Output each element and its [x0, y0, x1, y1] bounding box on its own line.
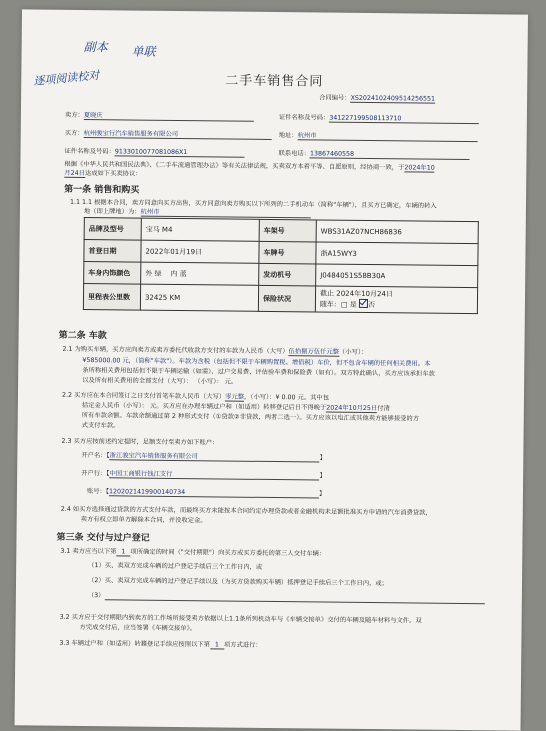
article-2-1-line4: 以及所有相关费用的全部支付（大写）： （小写）： 元。 — [82, 377, 238, 386]
article-1-1-text: 1.1 1.1 根据本合同，卖方同意向买方出售，买方同意向卖方购买以下所列的二手机动车（简称"车辆"），且买方已确定，车辆的转入 — [69, 198, 437, 210]
article-2-4-line2: 卖方有权立即单方解除本合同，并没收定金。 — [80, 515, 207, 525]
clause-2-2-deposit: 括定金人民币（小写）： 元。买方应在办理车辆过户和（如适用）转移登记后日不得晚于 — [81, 401, 327, 412]
destination-city: 杭州市 — [141, 207, 311, 219]
buyer-address-value: 杭州市 — [298, 130, 478, 142]
seller-label: 卖方： — [64, 111, 84, 120]
clause-2-2-suffix: ，（小写）：¥ 0.00 元。其中包 — [243, 393, 330, 402]
seller-id-label: 证件名称及号码： — [278, 114, 330, 122]
bank-value: 中国工商银行钱江支行 — [109, 468, 319, 480]
handwritten-note-review: 逐项阅读校对 — [32, 68, 100, 88]
buyer-row — [65, 128, 272, 140]
insurance-label: 保险状况 — [258, 285, 315, 312]
buyer-name: 杭州骏宝行汽车销售服务有限公司 — [84, 128, 272, 140]
plate-label: 车牌号 — [259, 241, 316, 264]
contract-number — [319, 92, 435, 103]
account-number-value: 1202021419900140734 — [109, 488, 319, 498]
article-2-4-line1: 2.4 如买方选择通过贷款的方式支付车款，而最终买方未能按本合同约定办理贷款或者金融机构未足额批准买方申请的汽车消费贷款， — [60, 505, 432, 517]
brand-model-label: 品牌及型号 — [84, 218, 141, 241]
bank-label: 开户行：【 — [81, 469, 110, 478]
transfer-option-number: 1 — [210, 641, 224, 649]
engine-no-label: 发动机号 — [259, 263, 316, 286]
page-title: 二手车销售合同 — [225, 73, 324, 90]
insurance-expiry: 截止 2024年10月24日 — [320, 289, 393, 299]
clause-3-1-text: 3.1 卖方应当以下第 — [60, 547, 117, 556]
article-3-heading: 第三条 交付与过户登记 — [56, 532, 150, 544]
first-registration-label: 首登日期 — [84, 240, 141, 263]
destination-label: 地（即上牌地）为： — [83, 208, 141, 216]
insurance-value — [315, 286, 477, 314]
article-2-1-line2: ¥585000.00 元，（简称"车款"）。车款为含税（包括但不限于车辆购置税、增值税）车价，但不包含车辆的任何相关费用。本 — [82, 357, 431, 368]
final-payment-date: 2024年10月25日 — [326, 404, 378, 413]
account-name-value: 浙江骏宝汽车销售服务有限公司 — [110, 450, 320, 462]
preamble-date-b: 月24日 — [64, 169, 85, 178]
exterior-color: 外 绿 — [145, 269, 162, 278]
seller-id-row — [279, 112, 479, 124]
article-3-2-line1: 3.2 买方应于交付期限内到卖方的工作场所接受卖方依据以上1.1条所列机动车与《车辆交接单》交付的车辆及随车材料与文件。双 — [59, 613, 422, 625]
price-in-words: 伍拾捌万伍仟元整 — [288, 348, 339, 356]
clause-3-3-text: 3.3 车辆过户和（如适用）转籍登记手续应按照以下第 — [59, 639, 210, 649]
buyer-id-value: 91330100770810​86X1 — [115, 148, 245, 157]
delivery-option-2: （2）买、卖双方完成车辆的过户登记手续以及（为买方贷款购买车辆）抵押登记手续后三个工作日内，或； — [87, 577, 389, 588]
clause-3-1-tail: 项所确定的时间（"交付期限"）向买方或买方委托的第三人交付车辆： — [130, 548, 326, 558]
delivery-option-1: （1）买、卖双方完成车辆的过户登记手续后三个工作日内，或 — [88, 562, 263, 571]
clause-3-3-tail: 项方式进行： — [223, 641, 262, 649]
mileage-value: 32425 KM — [140, 284, 258, 311]
preamble-date-a: 2024年10 — [404, 164, 435, 172]
clause-2-2-pay: 付清 — [377, 405, 390, 413]
vin-label: 车架号 — [259, 219, 316, 242]
with-car-label: 随车： — [319, 300, 341, 309]
contract-number-value: XS202410240951425655​1 — [350, 94, 436, 103]
clause-2-1-suffix: （小写）： — [338, 348, 368, 356]
delivery-option-number: 1 — [116, 548, 130, 556]
interior-color: 内 蓝 — [170, 269, 187, 278]
plate-value: 浙A15WY3 — [316, 242, 478, 266]
account-number-label: 账号：【 — [86, 488, 110, 496]
delivery-option-3-label: （3） — [87, 592, 105, 600]
engine-no-value: J0484051S58B30A — [316, 264, 478, 288]
buyer-phone-label: 联系电话： — [278, 150, 311, 158]
article-1-heading: 第一条 销售和购买 — [64, 184, 140, 196]
seller-id-value: 341227199508113710 — [329, 115, 479, 125]
clause-2-2-text: 2.2 买方应在本合同签订之日支付首笔车款人民币（大写） — [61, 391, 226, 401]
clause-2-1-text: 2.1 为购买车辆，买方应向卖方或卖方委托代收款方支付的车款为人民币（大写） — [62, 345, 289, 356]
first-payment-words: 零元整 — [225, 393, 245, 401]
first-registration-value: 2022年01月19日 — [141, 240, 259, 263]
preamble-text: 根据《中华人民共和国民法典》、《二手车流通管理办法》等有关法律法规，买卖双方本着平等、自愿原则，经协商一致，于 — [64, 160, 405, 172]
color-value — [141, 262, 259, 285]
account-name-label: 开户名：【 — [81, 451, 110, 460]
brand-model-value: 宝马 M4 — [141, 218, 259, 241]
preamble-tail: 达成如下买卖协议： — [84, 170, 142, 178]
article-3-1-text — [60, 546, 325, 559]
article-2-2-line4: 式支付车款。 — [81, 421, 120, 430]
vehicle-info-table — [83, 217, 479, 314]
buyer-phone-row — [278, 148, 470, 160]
table-row — [83, 284, 477, 314]
contract-page — [15, 9, 528, 730]
article-2-1-line3: 条所称相关费用包括但不限于车辆运输（如需）、过户交易费、评估验车费和保险费（如有）。双方特此确认，买方应该承担车款 — [82, 367, 435, 378]
buyer-phone-value: 13867460558 — [310, 150, 470, 160]
article-2-2-line3: 所有车款余额。车款余额通过第 2 种形式支付（①贷款②非贷款，两者二选一）。买方应该以电汇或其他卖方能够接受的方 — [81, 411, 420, 423]
buyer-address-label: 地址： — [278, 132, 298, 140]
account-name-row: 开户名：【浙江骏宝汽车销售服务有限公司 】 — [81, 451, 327, 462]
bank-row: 开户行：【中国工商银行钱江支行 】 — [81, 469, 326, 480]
seller-row — [65, 110, 254, 122]
handwritten-note-sheet: 单联 — [131, 44, 156, 59]
article-2-3-text: 2.3 买方应按前述约定提时，足额支付至卖方如下账户： — [61, 437, 219, 447]
vin-value: WBS31AZ07NCH86836 — [316, 220, 478, 244]
delivery-option-3 — [88, 590, 485, 604]
article-3-2-line2: 方完成交付后，应当签署《车辆交接单》。 — [79, 623, 197, 633]
option-no: 否 — [367, 300, 376, 310]
checkbox-icon[interactable] — [359, 299, 368, 308]
article-2-heading: 第二条 车款 — [58, 330, 107, 342]
insurance-with-car — [320, 298, 473, 311]
buyer-address-row — [279, 130, 478, 142]
handwritten-note-copy: 副本 — [83, 39, 108, 55]
option-yes: □ 是 — [340, 300, 357, 309]
buyer-label: 买方： — [64, 129, 84, 138]
buyer-id-row — [64, 146, 244, 158]
contract-number-label: 合同编号： — [319, 94, 351, 102]
account-number-row: 账号：【1202021419900140734 】 — [86, 488, 326, 498]
color-label: 车身内饰颜色 — [84, 262, 141, 285]
mileage-label: 里程表公里数 — [83, 284, 140, 311]
buyer-id-label: 证件名称及号码： — [64, 147, 115, 156]
article-3-3-text — [59, 638, 261, 650]
preamble-line2 — [64, 168, 141, 179]
seller-name: 夏晓庆 — [84, 110, 254, 122]
